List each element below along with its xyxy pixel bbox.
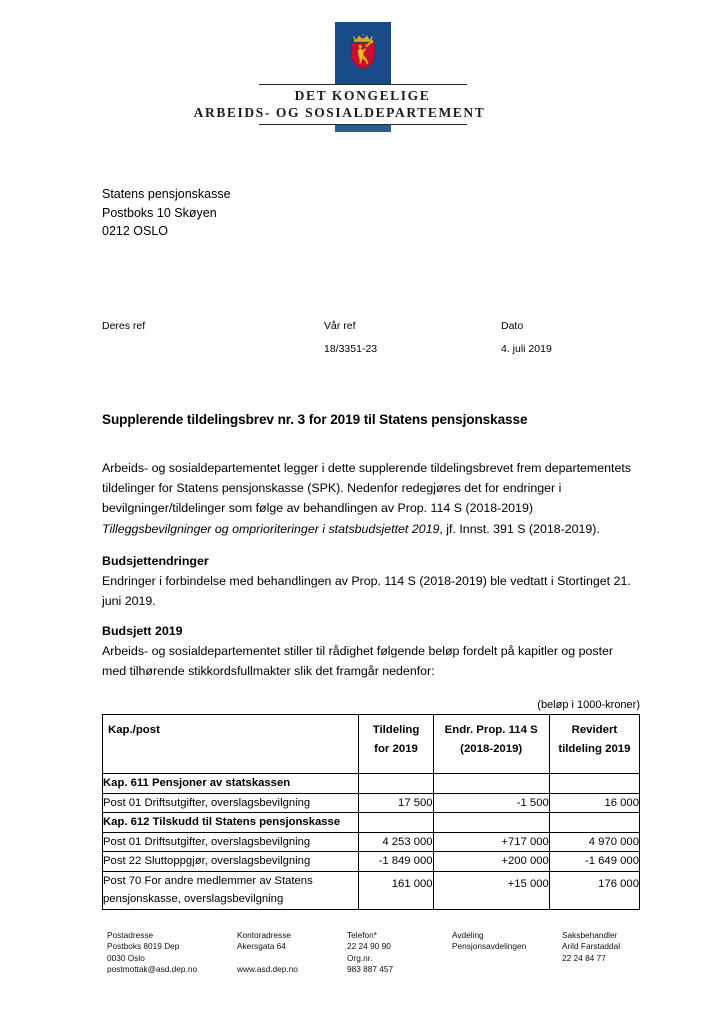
dato-value: 4. juli 2019 (501, 343, 552, 355)
budget-table-header-tildeling (359, 715, 433, 774)
footer-orgnr-label: Org.nr. (347, 952, 373, 963)
budget-table-header-row (103, 715, 640, 774)
table-row (103, 832, 640, 852)
row-revidert (549, 813, 639, 833)
footer-postadresse-email[interactable]: postmottak@asd.dep.no (107, 963, 198, 974)
row-description: Post 01 Driftsutgifter, overslagsbevilgning (103, 832, 359, 852)
footer-telefon-label: Telefon* (347, 930, 377, 940)
intro-paragraph-part2: , jf. Innst. 391 S (2018-2019). (439, 521, 600, 536)
header-endring-line2: (2018-2019) (460, 743, 523, 755)
row-revidert (549, 774, 639, 794)
var-ref-value: 18/3351-23 (324, 343, 378, 355)
footer-postadresse (107, 930, 197, 975)
header-endring-line1: Endr. Prop. 114 S (444, 724, 538, 736)
footer-avdeling-label: Avdeling (452, 930, 484, 940)
footer-telefon-number: 22 24 90 90 (347, 941, 391, 952)
section-budsjettendringer (102, 551, 642, 612)
row-endring: +200 000 (433, 852, 549, 872)
deres-ref-label: Deres ref (102, 320, 146, 332)
footer-kontoradresse-label: Kontoradresse (237, 930, 291, 940)
budget-table-body (103, 774, 640, 910)
row-tildeling (359, 813, 433, 833)
row-description: Post 01 Driftsutgifter, overslagsbevilgning (103, 793, 359, 813)
letterhead-text (193, 84, 486, 132)
footer-avdeling-value: Pensjonsavdelingen (452, 941, 527, 952)
row-description: Post 70 For andre medlemmer av Statens pensjonskasse, overslagsbevilgning (103, 871, 359, 909)
var-ref-label: Vår ref (324, 320, 356, 332)
row-endring (433, 774, 549, 794)
section-budsjettendringer-body: Endringer i forbindelse med behandlingen av Prop. 114 S (2018-2019) ble vedtatt i Stortinget 21. juni 2019. (102, 574, 631, 609)
header-tildeling-line2: for 2019 (374, 743, 418, 755)
coat-of-arms-shield-icon (348, 33, 378, 70)
row-revidert: -1 649 000 (549, 852, 639, 872)
row-endring (433, 813, 549, 833)
row-tildeling: 4 253 000 (359, 832, 433, 852)
row-revidert: 16 000 (549, 793, 639, 813)
row-tildeling: 161 000 (359, 871, 433, 909)
letterhead-line-2: ARBEIDS- OG SOSIALDEPARTEMENT (193, 105, 486, 120)
page-title: Supplerende tildelingsbrev nr. 3 for 2019 til Statens pensjonskasse (102, 412, 528, 427)
budget-table-header-endring (433, 715, 549, 774)
norwegian-coat-of-arms (335, 22, 391, 84)
intro-paragraph-italic-title: Tilleggsbevilgninger og omprioriteringer i statsbudsjettet 2019 (102, 521, 440, 536)
row-tildeling: 17 500 (359, 793, 433, 813)
footer-orgnr-value: 983 887 457 (347, 963, 394, 974)
footer-postadresse-line2: Postboks 8019 Dep (107, 941, 180, 952)
table-row (103, 871, 640, 909)
table-row (103, 852, 640, 872)
footer-kontoradresse-website[interactable]: www.asd.dep.no (237, 963, 298, 974)
section-budsjett-2019 (102, 621, 632, 682)
footer-telefon (347, 930, 393, 975)
dato-column (501, 317, 552, 359)
letterhead-rule-top (259, 84, 467, 85)
footer-saksbehandler-phone: 22 24 84 77 (562, 952, 606, 963)
footer-saksbehandler-name: Arild Farstaddal (562, 941, 621, 952)
budget-table-header-kap-post: Kap./post (103, 715, 359, 774)
header-revidert-line2: tildeling 2019 (558, 743, 631, 755)
row-endring: -1 500 (433, 793, 549, 813)
header-revidert-line1: Revidert (571, 724, 618, 736)
footer-saksbehandler (562, 930, 620, 964)
row-tildeling (359, 774, 433, 794)
dato-label: Dato (501, 320, 524, 332)
intro-paragraph (102, 458, 632, 539)
table-row (103, 793, 640, 813)
recipient-city: 0212 OSLO (102, 224, 169, 238)
budget-table-unit-note: (beløp i 1000-kroner) (537, 699, 640, 711)
row-revidert: 4 970 000 (549, 832, 639, 852)
footer-kontoradresse-spacer (237, 953, 298, 964)
budget-table (102, 714, 640, 910)
header-tildeling-line1: Tildeling (372, 724, 420, 736)
budget-table-header-revidert (549, 715, 639, 774)
letterhead (0, 0, 725, 132)
deres-ref-column (102, 317, 145, 340)
recipient-address (102, 185, 231, 241)
row-endring: +15 000 (433, 871, 549, 909)
row-description: Kap. 612 Tilskudd til Statens pensjonskasse (103, 813, 359, 833)
footer-avdeling (452, 930, 526, 953)
recipient-street: Postboks 10 Skøyen (102, 205, 217, 220)
row-endring: +717 000 (433, 832, 549, 852)
footer-kontoradresse (237, 930, 298, 975)
letterhead-blue-bar (335, 125, 391, 132)
row-description: Kap. 611 Pensjoner av statskassen (103, 774, 359, 794)
footer-kontoradresse-line2: Akersgata 64 (237, 941, 286, 952)
footer-postadresse-label: Postadresse (107, 930, 154, 940)
table-row (103, 774, 640, 794)
letterhead-line-1: DET KONGELIGE (294, 88, 431, 103)
intro-paragraph-part1: Arbeids- og sosialdepartementet legger i dette supplerende tildelingsbrevet frem departementets tildelinger for Statens pensjonskasse (SPK). Nedenfor redegjøres det for endringer i bevilgninger/tildelinger som følge av behandlingen av Prop. 114 S (2018-2019) (102, 461, 631, 516)
row-revidert: 176 000 (549, 871, 639, 909)
section-budsjettendringer-heading: Budsjettendringer (102, 554, 209, 568)
row-tildeling: -1 849 000 (359, 852, 433, 872)
var-ref-column (324, 317, 377, 359)
table-row (103, 813, 640, 833)
footer-saksbehandler-label: Saksbehandler (562, 930, 618, 940)
section-budsjett-2019-body: Arbeids- og sosialdepartementet stiller til rådighet følgende beløp fordelt på kapitler og poster med tilhørende stikkordsfullmakter slik det framgår nedenfor: (102, 644, 614, 679)
footer-postadresse-line3: 0030 Oslo (107, 952, 145, 963)
row-description: Post 22 Sluttoppgjør, overslagsbevilgning (103, 852, 359, 872)
recipient-name: Statens pensjonskasse (102, 187, 231, 201)
section-budsjett-2019-heading: Budsjett 2019 (102, 624, 183, 638)
